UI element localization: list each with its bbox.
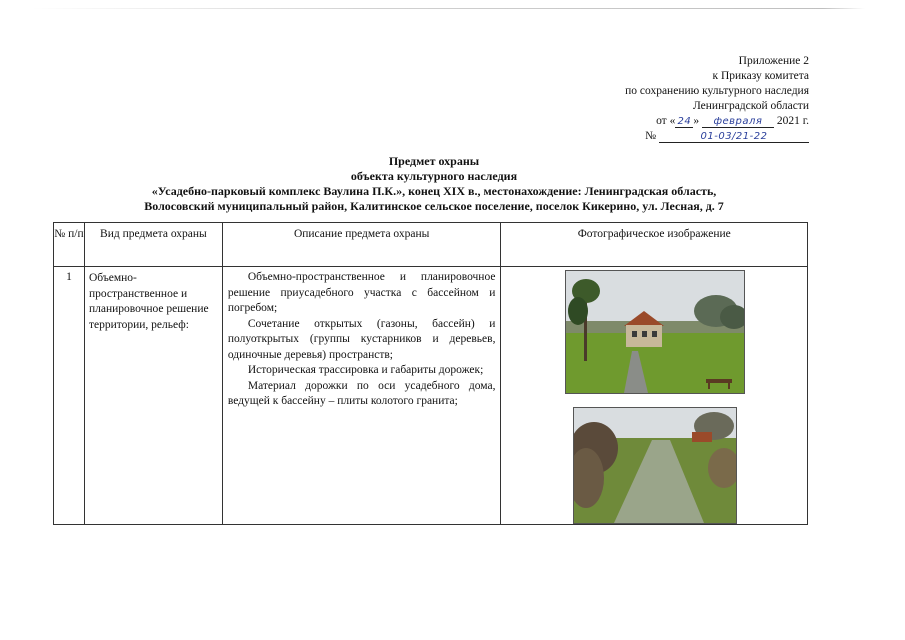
manor-house-image (566, 271, 744, 393)
appendix-number: № 01-03/21-22 (625, 129, 809, 144)
photo-garden-path (573, 407, 737, 524)
appendix-line: по сохранению культурного наследия (625, 85, 809, 97)
row-kind: Объемно-пространственное и планировочное решение территории, рельеф: (84, 267, 222, 525)
document-title (0, 154, 868, 214)
handwritten-day: 24 (677, 116, 692, 127)
appendix-line: к Приказу комитета (712, 70, 809, 82)
row-photo (501, 267, 808, 525)
desc-paragraph: Сочетание открытых (газоны, бассейн) и полуоткрытых (группы кустарников и деревьев, одиночные деревья) пространств; (227, 317, 496, 361)
title-line: объекта культурного наследия (350, 169, 518, 183)
appendix-date: от « 24 » февраля 2021 г. (656, 115, 809, 127)
header-num: № п/п (54, 223, 85, 267)
header-photo: Фотографическое изображение (501, 223, 808, 267)
protection-table (53, 222, 808, 525)
handwritten-number: 01-03/21-22 (700, 131, 768, 142)
title-line: Волосовский муниципальный район, Калитинское сельское поселение, поселок Кикерино, ул. Лесная, д. 7 (144, 199, 724, 213)
appendix-block (625, 54, 809, 144)
desc-paragraph: Историческая трассировка и габариты дорожек; (247, 364, 484, 376)
scan-edge (30, 8, 865, 9)
garden-path-image (574, 408, 736, 523)
header-desc: Описание предмета охраны (222, 223, 501, 267)
desc-paragraph: Объемно-пространственное и планировочное решение приусадебного участка с бассейном и погребом; (227, 271, 496, 314)
title-line: Предмет охраны (388, 154, 480, 168)
table-row (54, 267, 808, 525)
photo-manor-house (565, 270, 745, 394)
appendix-line: Приложение 2 (738, 55, 809, 67)
handwritten-month: февраля (713, 116, 763, 127)
row-num: 1 (54, 267, 85, 525)
row-desc (222, 267, 501, 525)
appendix-line: Ленинградской области (692, 100, 809, 112)
header-kind: Вид предмета охраны (84, 223, 222, 267)
title-line: «Усадебно-парковый комплекс Ваулина П.К.», конец XIX в., местонахождение: Ленинградская область, (151, 184, 717, 198)
desc-paragraph: Материал дорожки по оси усадебного дома, ведущей к бассейну – плиты колотого гранита; (227, 379, 496, 407)
